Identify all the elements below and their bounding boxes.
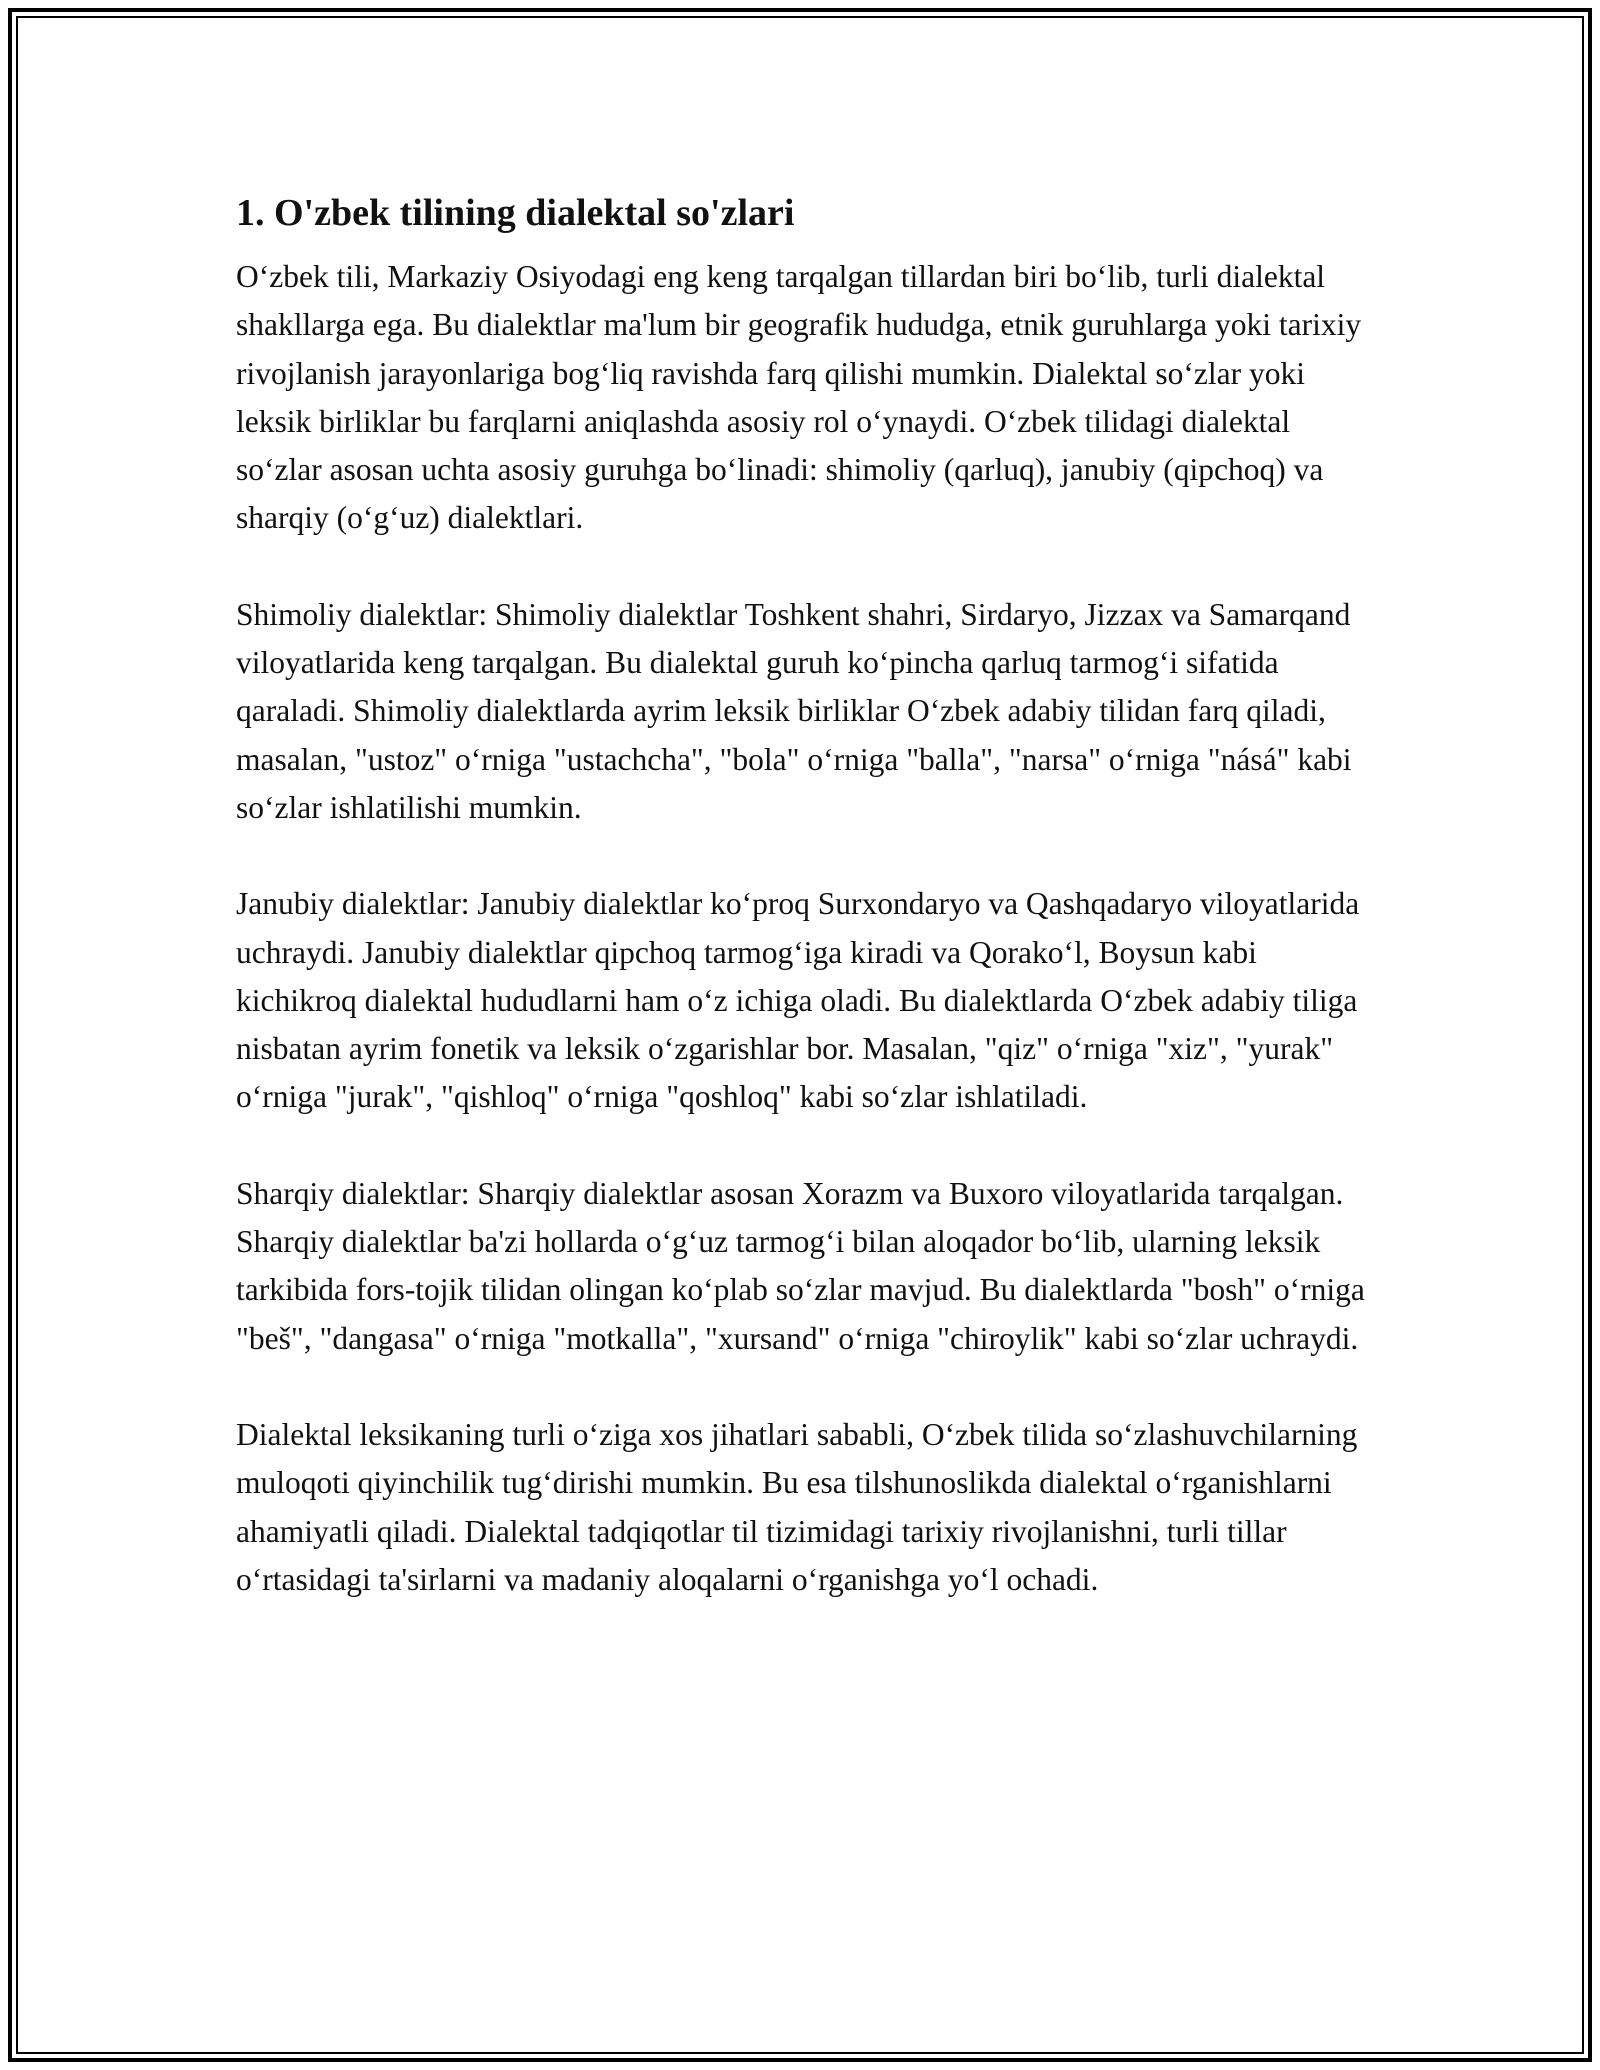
paragraph-conclusion: Dialektal leksikaning turli o‘ziga xos jihatlari sababli, O‘zbek tilida so‘zlashuvchilarning muloqoti qiyinchilik tug‘dirishi mumkin. Bu esa tilshunoslikda dialektal o‘rganishlarni ahamiyatli qiladi. Dialektal tadqiqotlar til tizimidagi tarixiy rivojlanishni, turli tillar o‘rtasidagi ta'sirlarni va madaniy aloqalarni o‘rganishga yo‘l ochadi. <box>236 1416 1358 1597</box>
section-heading: 1. O'zbek tilining dialektal so'zlari <box>236 192 795 234</box>
paragraph-eastern-dialects: Sharqiy dialektlar: Sharqiy dialektlar asosan Xorazm va Buxoro viloyatlarida tarqalgan. Sharqiy dialektlar ba'zi hollarda o‘g‘uz tarmog‘i bilan aloqador bo‘lib, ularning leksik tarkibida fors-tojik tilidan olingan ko‘plab so‘zlar mavjud. Bu dialektlarda "bosh" o‘rniga "beš", "dangasa" o‘rniga "motkalla", "xursand" o‘rniga "chiroylik" kabi so‘zlar uchraydi. <box>236 1175 1365 1356</box>
paragraph-southern-dialects: Janubiy dialektlar: Janubiy dialektlar ko‘proq Surxondaryo va Qashqadaryo viloyatlarida uchraydi. Janubiy dialektlar qipchoq tarmog‘iga kiradi va Qorako‘l, Boysun kabi kichikroq dialektal hududlarni ham o‘z ichiga oladi. Bu dialektlarda O‘zbek adabiy tiliga nisbatan ayrim fonetik va leksik o‘zgarishlar bor. Masalan, "qiz" o‘rniga "xiz", "yurak" o‘rniga "jurak", "qishloq" o‘rniga "qoshloq" kabi so‘zlar ishlatiladi. <box>236 886 1360 1115</box>
document-body <box>236 185 1376 1652</box>
paragraph-northern-dialects: Shimoliy dialektlar: Shimoliy dialektlar Toshkent shahri, Sirdaryo, Jizzax va Samarqand viloyatlarida keng tarqalgan. Bu dialektal guruh ko‘pincha qarluq tarmog‘i sifatida qaraladi. Shimoliy dialektlarda ayrim leksik birliklar O‘zbek adabiy tilidan farq qiladi, masalan, "ustoz" o‘rniga "ustachcha", "bola" o‘rniga "balla", "narsa" o‘rniga "násá" kabi so‘zlar ishlatilishi mumkin. <box>236 596 1352 825</box>
paragraph-intro: O‘zbek tili, Markaziy Osiyodagi eng keng tarqalgan tillardan biri bo‘lib, turli dialektal shakllarga ega. Bu dialektlar ma'lum bir geografik hududga, etnik guruhlarga yoki tarixiy rivojlanish jarayonlariga bog‘liq ravishda farq qilishi mumkin. Dialektal so‘zlar yoki leksik birliklar bu farqlarni aniqlashda asosiy rol o‘ynaydi. O‘zbek tilidagi dialektal so‘zlar asosan uchta asosiy guruhga bo‘linadi: shimoliy (qarluq), janubiy (qipchoq) va sharqiy (o‘g‘uz) dialektlari. <box>236 259 1362 536</box>
